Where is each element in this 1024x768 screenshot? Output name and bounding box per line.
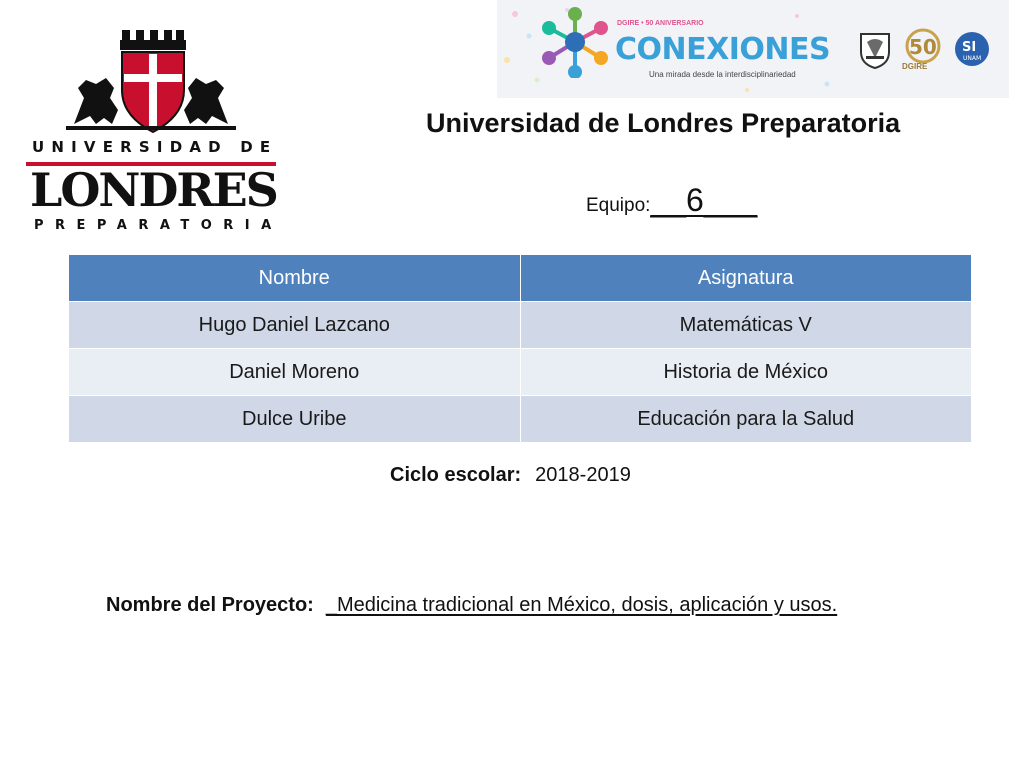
table-row <box>69 302 972 349</box>
project-name <box>106 594 837 617</box>
cell-nombre: Daniel Moreno <box>69 349 521 396</box>
university-crest-icon <box>26 28 276 138</box>
university-logo <box>26 28 283 233</box>
logo-university-de: UNIVERSIDAD DE <box>32 138 278 156</box>
conexiones-molecule-icon <box>539 6 611 78</box>
table-header-row <box>69 255 972 302</box>
ciclo-escolar <box>390 464 631 487</box>
project-value: _Medicina tradicional en México, dosis, aplicación y usos. <box>325 594 838 616</box>
logo-preparatoria: PREPARATORIA <box>34 218 283 233</box>
equipo-label: Equipo: <box>586 195 651 216</box>
equipo-number: 6 <box>686 182 704 218</box>
banner-conexiones-word: CONEXIONES <box>615 32 831 67</box>
svg-text:50: 50 <box>909 35 937 59</box>
ciclo-label: Ciclo escolar: <box>390 464 522 486</box>
ciclo-value: 2018-2019 <box>535 464 631 486</box>
logo-londres: LONDRES <box>30 163 277 217</box>
team-table <box>68 254 972 443</box>
equipo-line <box>586 182 757 219</box>
conexiones-banner <box>497 0 1009 98</box>
project-label: Nombre del Proyecto: <box>106 594 314 616</box>
dgire-label: DGIRE <box>902 62 928 71</box>
cell-asignatura: Educación para la Salud <box>520 396 972 443</box>
table-row <box>69 396 972 443</box>
page-title: Universidad de Londres Preparatoria <box>426 108 901 138</box>
cell-nombre: Hugo Daniel Lazcano <box>69 302 521 349</box>
equipo-prefix: __ <box>650 182 687 218</box>
unam-seal-icon <box>857 30 893 70</box>
si-sub-label: UNAM <box>963 55 982 62</box>
banner-subtitle: Una mirada desde la interdisciplinariedad <box>649 70 796 79</box>
si-unam-icon <box>953 30 991 68</box>
table-row <box>69 349 972 396</box>
cell-asignatura: Historia de México <box>520 349 972 396</box>
si-label: SI <box>962 40 977 55</box>
column-header-nombre: Nombre <box>69 255 521 302</box>
cell-nombre: Dulce Uribe <box>69 396 521 443</box>
column-header-asignatura: Asignatura <box>520 255 972 302</box>
banner-tagline-top: DGIRE • 50 ANIVERSARIO <box>617 20 704 27</box>
equipo-suffix: ___ <box>703 182 758 218</box>
cell-asignatura: Matemáticas V <box>520 302 972 349</box>
